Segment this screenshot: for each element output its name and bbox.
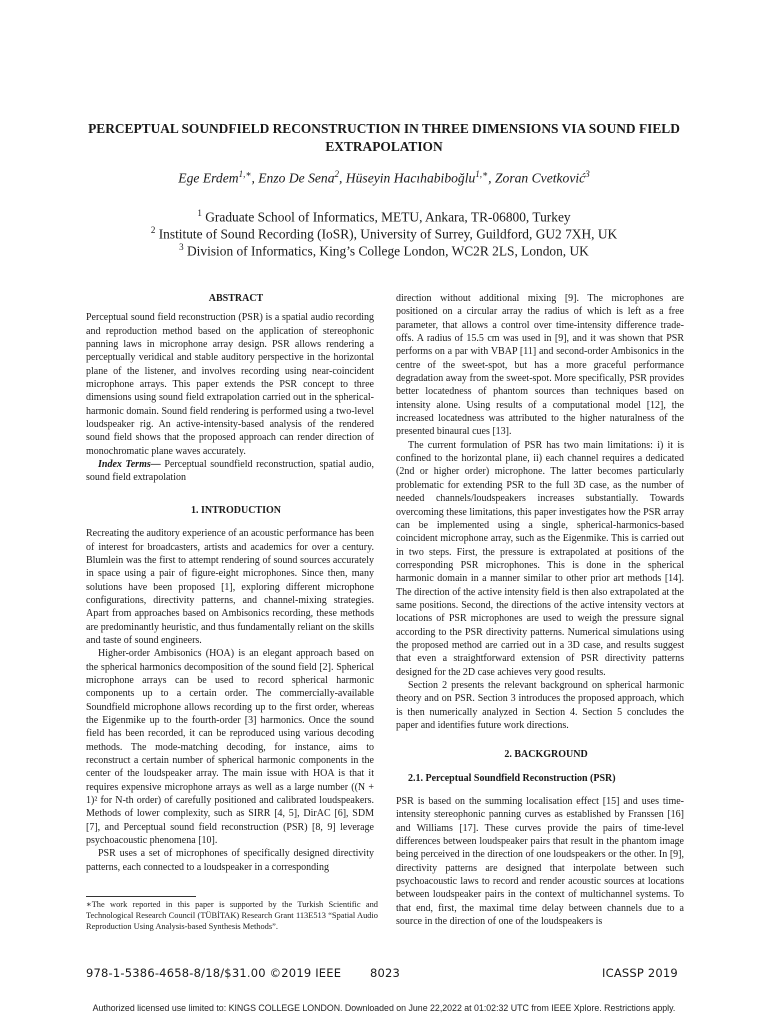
footer-isbn: 978-1-5386-4658-8/18/$31.00 ©2019 IEEE — [86, 966, 342, 980]
author-name: Ege Erdem — [178, 170, 239, 186]
abstract-heading: ABSTRACT — [208, 293, 264, 304]
author-name: Enzo De Sena — [258, 170, 335, 186]
right-paragraph-3: Section 2 presents the relevant background on spherical harmonic theory and on PSR. Section 3 introduces the proposed approach, which is then numerically analyzed in Section 4. Section 5 concludes the paper and identifies future work directions. — [396, 679, 684, 731]
affil-mark: 3 — [179, 242, 184, 252]
index-terms — [86, 458, 374, 485]
intro-heading: 1. INTRODUCTION — [190, 504, 281, 516]
author-name: Zoran Cvetković — [494, 170, 586, 186]
affil-text: Division of Informatics, King’s College London, WC2R 2LS, London, UK — [187, 243, 589, 259]
background-heading: 2. BACKGROUND — [504, 749, 588, 761]
author-affil-mark: 2 — [334, 169, 339, 179]
footer-page-number: 8023 — [370, 966, 401, 980]
affil-mark: 1 — [197, 208, 202, 218]
footer-conference: ICASSP 2019 — [602, 966, 678, 980]
abstract-text: Perceptual sound field reconstruction (PSR) is a spatial audio recording and reproduction method based on the application of stereophonic panning laws in microphone array design. PSR allows rendering a perceptually veridical and stable auditory perspective in the horizontal plane of the listener, and involves recording using near-coincident microphone arrays. This paper extends the PSR concept to three dimensions using sound field extrapolation carried out in the spherical-harmonic domain. Sound field rendering is performed using a two-level loudspeaker rig. An active-intensity-based analysis of the rendered sound field shows that the proposed approach can render direction of monochromatic plane waves accurately. — [86, 312, 374, 457]
intro-paragraph-3: PSR uses a set of microphones of specifically designed directivity patterns, each connected to a loudspeaker in a corresponding — [86, 848, 374, 873]
authorized-use-notice: Authorized licensed use limited to: KINGS COLLEGE LONDON. Downloaded on June 22,2022 at 01:02:32 UTC from IEEE Xplore. Restrictions apply. — [92, 1003, 676, 1013]
left-column — [86, 292, 374, 874]
affil-mark: 2 — [150, 225, 156, 235]
author-affil-mark: 1,∗ — [475, 169, 489, 179]
author-affil-mark: 3 — [585, 169, 590, 179]
psr-subheading: 2.1. Perceptual Soundfield Reconstruction (PSR) — [408, 772, 616, 784]
author-list: Ege Erdem$^{1,∗}$, Enzo De Sena$^2$, Hüseyin Hacıhabiboğlu$^{1,∗}$, Zoran Cvetković$^3$ — [178, 169, 590, 186]
paper-title: PERCEPTUAL SOUNDFIELD RECONSTRUCTION IN THREE DIMENSIONS VIA SOUND FIELD EXTRAPOLATION — [88, 121, 680, 154]
index-terms-text: Perceptual soundfield reconstruction, spatial audio, sound field extrapolation — [86, 459, 374, 484]
right-paragraph-1: direction without additional mixing [9]. The microphones are positioned on a circular array the radius of which is left as a free parameter, that allows a control over time-intensity difference trade-offs. A radius of 15.5 cm was used in [9], and it was shown that PSR performs on a par with VBAP [11] and second-order Ambisonics in the centre of the sweet-spot, but has a more graceful performance degradation away from the sweet-spot. More specifically, PSR provides better locatedness of phantom sources than techniques based on intensity alone. Using results of a computational model [12], the increased locatedness was attributed to the higher naturalness of the presented binaural cues [13]. — [396, 293, 684, 438]
intro-paragraph-1: Recreating the auditory experience of an acoustic performance has been of interest for broadcasters, artists and academics for over a century. Blumlein was the first to attempt rendering of sound sources accurately in space using a pair of figure-eight microphones. Since then, many solutions have been proposed [1], exploring different microphone configurations, directivity patterns, and channel-mixing strategies. Apart from approaches based on Ambisonics recording, these methods are predominantly heuristic, and thus fundamentally reliant on the skills and taste of sound engineers. — [86, 528, 374, 646]
right-column — [396, 292, 684, 928]
right-paragraph-2: The current formulation of PSR has two main limitations: i) it is confined to the horizontal plane, ii) each channel requires a dedicated (2nd or higher order) microphone. The latter becomes particularly problematic for extending PSR to the full 3D case, as the number of needed channels/loudspeakers increases substantially. Towards overcoming these limitations, this paper investigates how the PSR array can be implemented using a single, spherical-harmonics-based coincident microphone array, such as the Eigenmike. This is carried out in two steps. First, the pressure is extrapolated at positions of the corresponding PSR microphones. This is done in the spherical harmonic domain in a manner similar to other prior art methods [14]. The direction of the active intensity field is then also extrapolated at the same positions. Second, the directions of the active intensity vectors at locations of PSR microphones are used to weigh the pressure signal according to the PSR directivity patterns. Numerical simulations using the proposed method are carried out in a 3D case, and results suggest that even a straightforward extension of PSR directivity patterns designed for the 2D case achieves very good results. — [396, 439, 684, 678]
footnote: ∗The work reported in this paper is supported by the Turkish Scientific and Technological Research Council (TÜBİTAK) Research Grant 113E513 “Spatial Audio Reproduction Using Analysis-based Synthesis Methods”. — [86, 900, 378, 931]
author-affil-mark: 1,∗ — [238, 169, 252, 179]
footnote-rule — [86, 896, 196, 897]
affiliation-3 — [60, 239, 708, 259]
index-terms-label: Index Terms— — [98, 459, 161, 471]
affil-text: Institute of Sound Recording (IoSR), University of Surrey, Guildford, GU2 7XH, UK — [158, 226, 618, 242]
intro-paragraph-2: Higher-order Ambisonics (HOA) is an elegant approach based on the spherical harmonics decomposition of the sound field [2]. Spherical microphone arrays can be used to record spherical harmonic components up to a certain order. The commercially-available Soundfield microphone allows recording up to the first order, whereas the Eigenmike up to the fourth-order [3] harmonics. Once the sound field has been recorded, it can be reproduced using various decoding methods. The mode-matching decoding, for instance, aims to reconstruct a certain number of spherical harmonic components in the center of the loudspeaker array. The main issue with HOA is that it requires expensive microphone arrays as well as a large number ((N + 1)² for N-th order) of carefully positioned and calibrated loudspeakers. Methods of lower complexity, such as SIRR [4, 5], DirAC [6], SDM [7], and Perceptual sound field reconstruction (PSR) [8, 9] leverage psychoacoustic phenomena [10]. — [86, 648, 374, 847]
background-paragraph-1: PSR is based on the summing localisation effect [15] and uses time-intensity stereophonic panning curves as established by Franssen [16] and Williams [17]. These curves provide the pairs of time-level differences between loudspeaker pairs that result in the phantom image being perceived in the direction of one loudspeakers or the other. In [9], directivity patterns are designed that interpolate between such psychoacoustic laws to record and render acoustic sources at locations between loudspeaker pairs in the context of multichannel systems. To that end, first, the maximal time delay between channels due to a source in the direction of one of the loudspeakers is — [396, 796, 684, 928]
author-name: Hüseyin Hacıhabiboğlu — [345, 170, 476, 186]
affil-text: Graduate School of Informatics, METU, Ankara, TR-06800, Turkey — [205, 209, 571, 225]
